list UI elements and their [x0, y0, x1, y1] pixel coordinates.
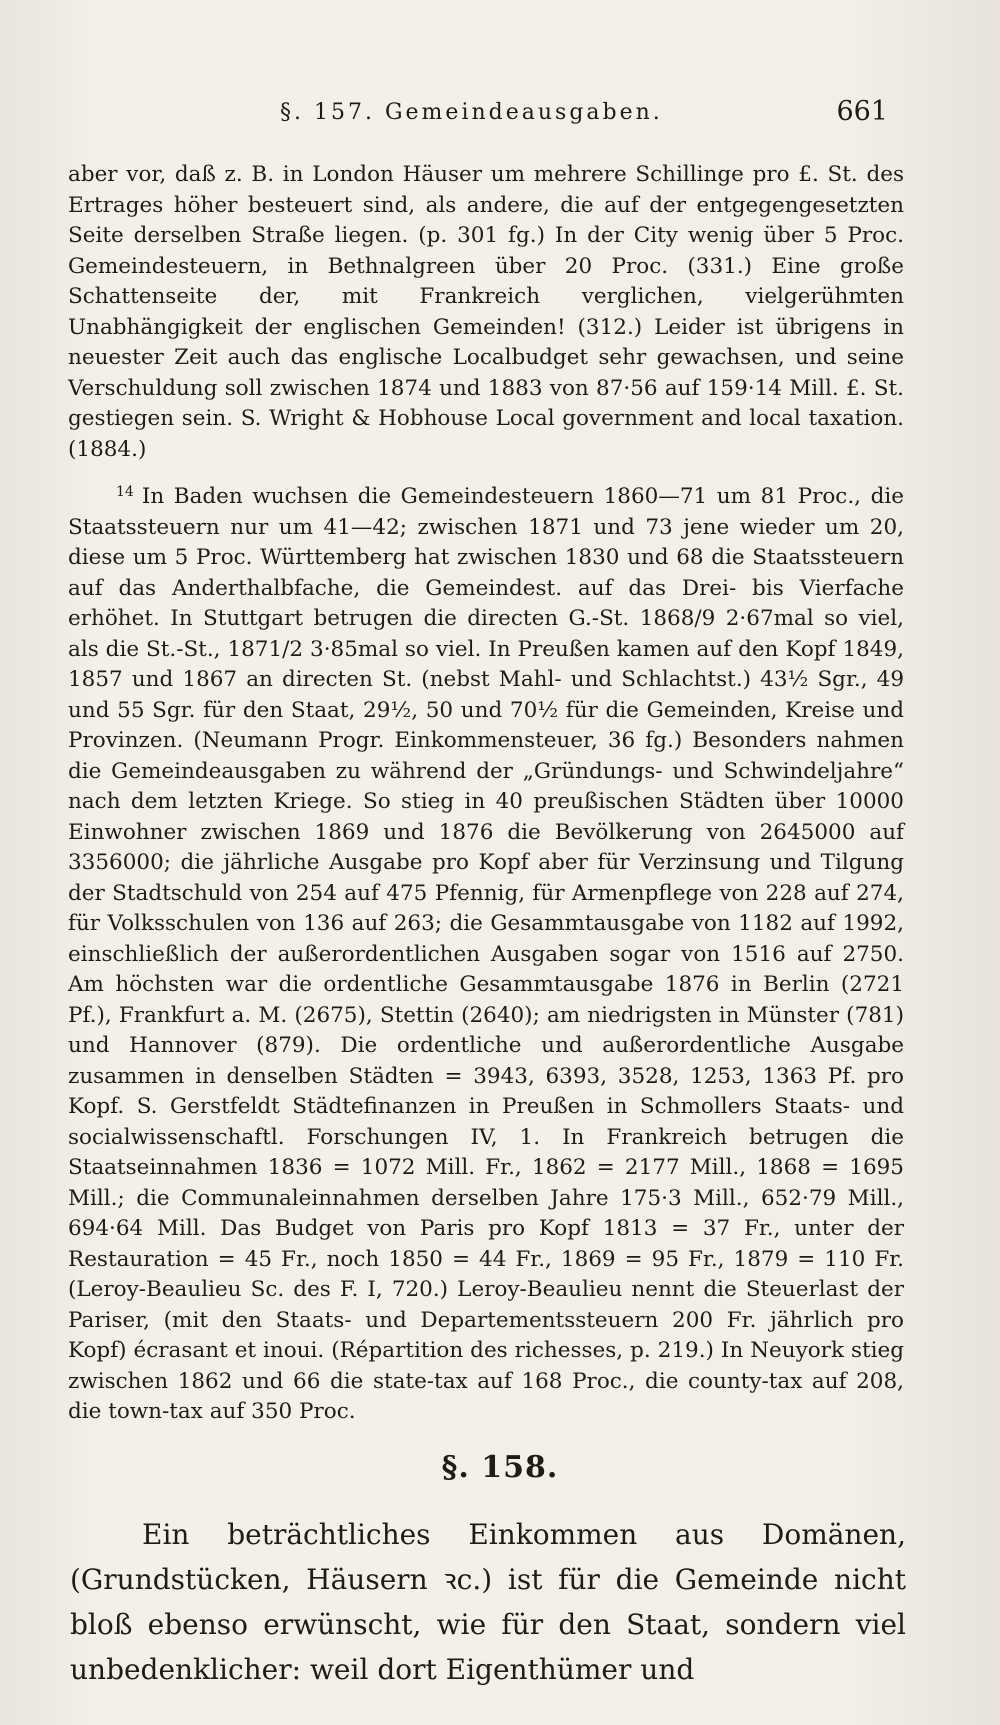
footnote-14-text: In Baden wuchsen die Gemeindesteuern 1860—71 um 81 Proc., die Staatssteuern nur um 41—42; zwischen 1871 und 73 jene wieder um 20, diese um 5 Proc. Württemberg hat zwischen 1830 und 68 die Staatssteuern auf das Anderthalbfache, die Gemeindest. auf das Drei- bis Vierfache erhöhet. In Stuttgart betrugen die directen G.-St. 1868/9 2·67mal so viel, als die St.-St., 1871/2 3·85mal so viel. In Preußen kamen auf den Kopf 1849, 1857 und 1867 an directen St. (nebst Mahl- und Schlachtst.) 43½ Sgr., 49 und 55 Sgr. für den Staat, 29½, 50 und 70½ für die Gemeinden, Kreise und Provinzen. (Neumann Progr. Einkommensteuer, 36 fg.) Besonders nahmen die Gemeindeausgaben zu während der „Gründungs- und Schwindeljahre“ nach dem letzten Kriege. So stieg in 40 preußischen Städten über 10000 Einwohner zwischen 1869 und 1876 die Bevölkerung von 2645000 auf 3356000; die jährliche Ausgabe pro Kopf aber für Verzinsung und Tilgung der Stadtschuld von 254 auf 475 Pfennig, für Armenpflege von 228 auf 274, für Volksschulen von 136 auf 263; die Gesammtausgabe von 1182 auf 1992, einschließlich der außerordentlichen Ausgaben sogar von 1516 auf 2750. Am höchsten war die ordentliche Gesammtausgabe 1876 in Berlin (2721 Pf.), Frankfurt a. M. (2675), Stettin (2640); am niedrigsten in Münster (781) und Hannover (879). Die ordentliche und außerordentliche Ausgabe zusammen in denselben Städten = 3943, 6393, 3528, 1253, 1363 Pf. pro Kopf. S. Gerstfeldt Städtefinanzen in Preußen in Schmollers Staats- und socialwissenschaftl. Forschungen IV, 1. In Frankreich betrugen die Staatseinnahmen 1836 = 1072 Mill. Fr., 1862 = 2177 Mill., 1868 = 1695 Mill.; die Communaleinnahmen derselben Jahre 175·3 Mill., 652·79 Mill., 694·64 Mill. Das Budget von Paris pro Kopf 1813 = 37 Fr., unter der Restauration = 45 Fr., noch 1850 = 44 Fr., 1869 = 95 Fr., 1879 = 110 Fr. (Leroy-Beaulieu Sc. des F. I, 720.) Leroy-Beaulieu nennt die Steuerlast der Pariser, (mit den Staats- und Departementssteuern 200 Fr. jährlich pro Kopf) écrasant et inoui. (Répartition des richesses, p. 219.) In Neuyork stieg zwischen 1862 und 66 die state-tax auf 168 Proc., die county-tax auf 208, die town-tax auf 350 Proc. — [68, 484, 904, 1424]
footnote-marker: 14 — [116, 484, 134, 500]
footnote-continuation: aber vor, daß z. B. in London Häuser um mehrere Schillinge pro £. St. des Ertrages höher besteuert sind, als andere, die auf der entgegengesetzten Seite derselben Straße liegen. (p. 301 fg.) In der City wenig über 5 Proc. Gemeindesteuern, in Bethnalgreen über 20 Proc. (331.) Eine große Schattenseite der, mit Frankreich verglichen, vielgerühmten Unabhängigkeit der englischen Gemeinden! (312.) Leider ist übrigens in neuester Zeit auch das englische Localbudget sehr gewachsen, und seine Verschuldung soll zwischen 1874 und 1883 von 87·56 auf 159·14 Mill. £. St. gestiegen sein. S. Wright & Hobhouse Local government and local taxation. (1884.) — [68, 162, 904, 462]
page-number: 661 — [836, 96, 888, 127]
section-paragraph: Ein beträchtliches Einkommen aus Domänen, (Grundstücken, Häusern ꝛc.) ist für die Gemeinde nicht bloß ebenso erwünscht, wie für den Staat, sondern viel unbedenklicher: weil dort Eigenthümer und — [70, 1518, 906, 1686]
footnote-14 — [68, 477, 904, 1428]
section-body — [70, 1512, 906, 1692]
running-header — [70, 96, 900, 136]
running-title: §. 157. Gemeindeausgaben. — [280, 100, 663, 125]
footnotes-block — [68, 160, 904, 1428]
section-heading: §. 158. — [441, 1450, 559, 1485]
